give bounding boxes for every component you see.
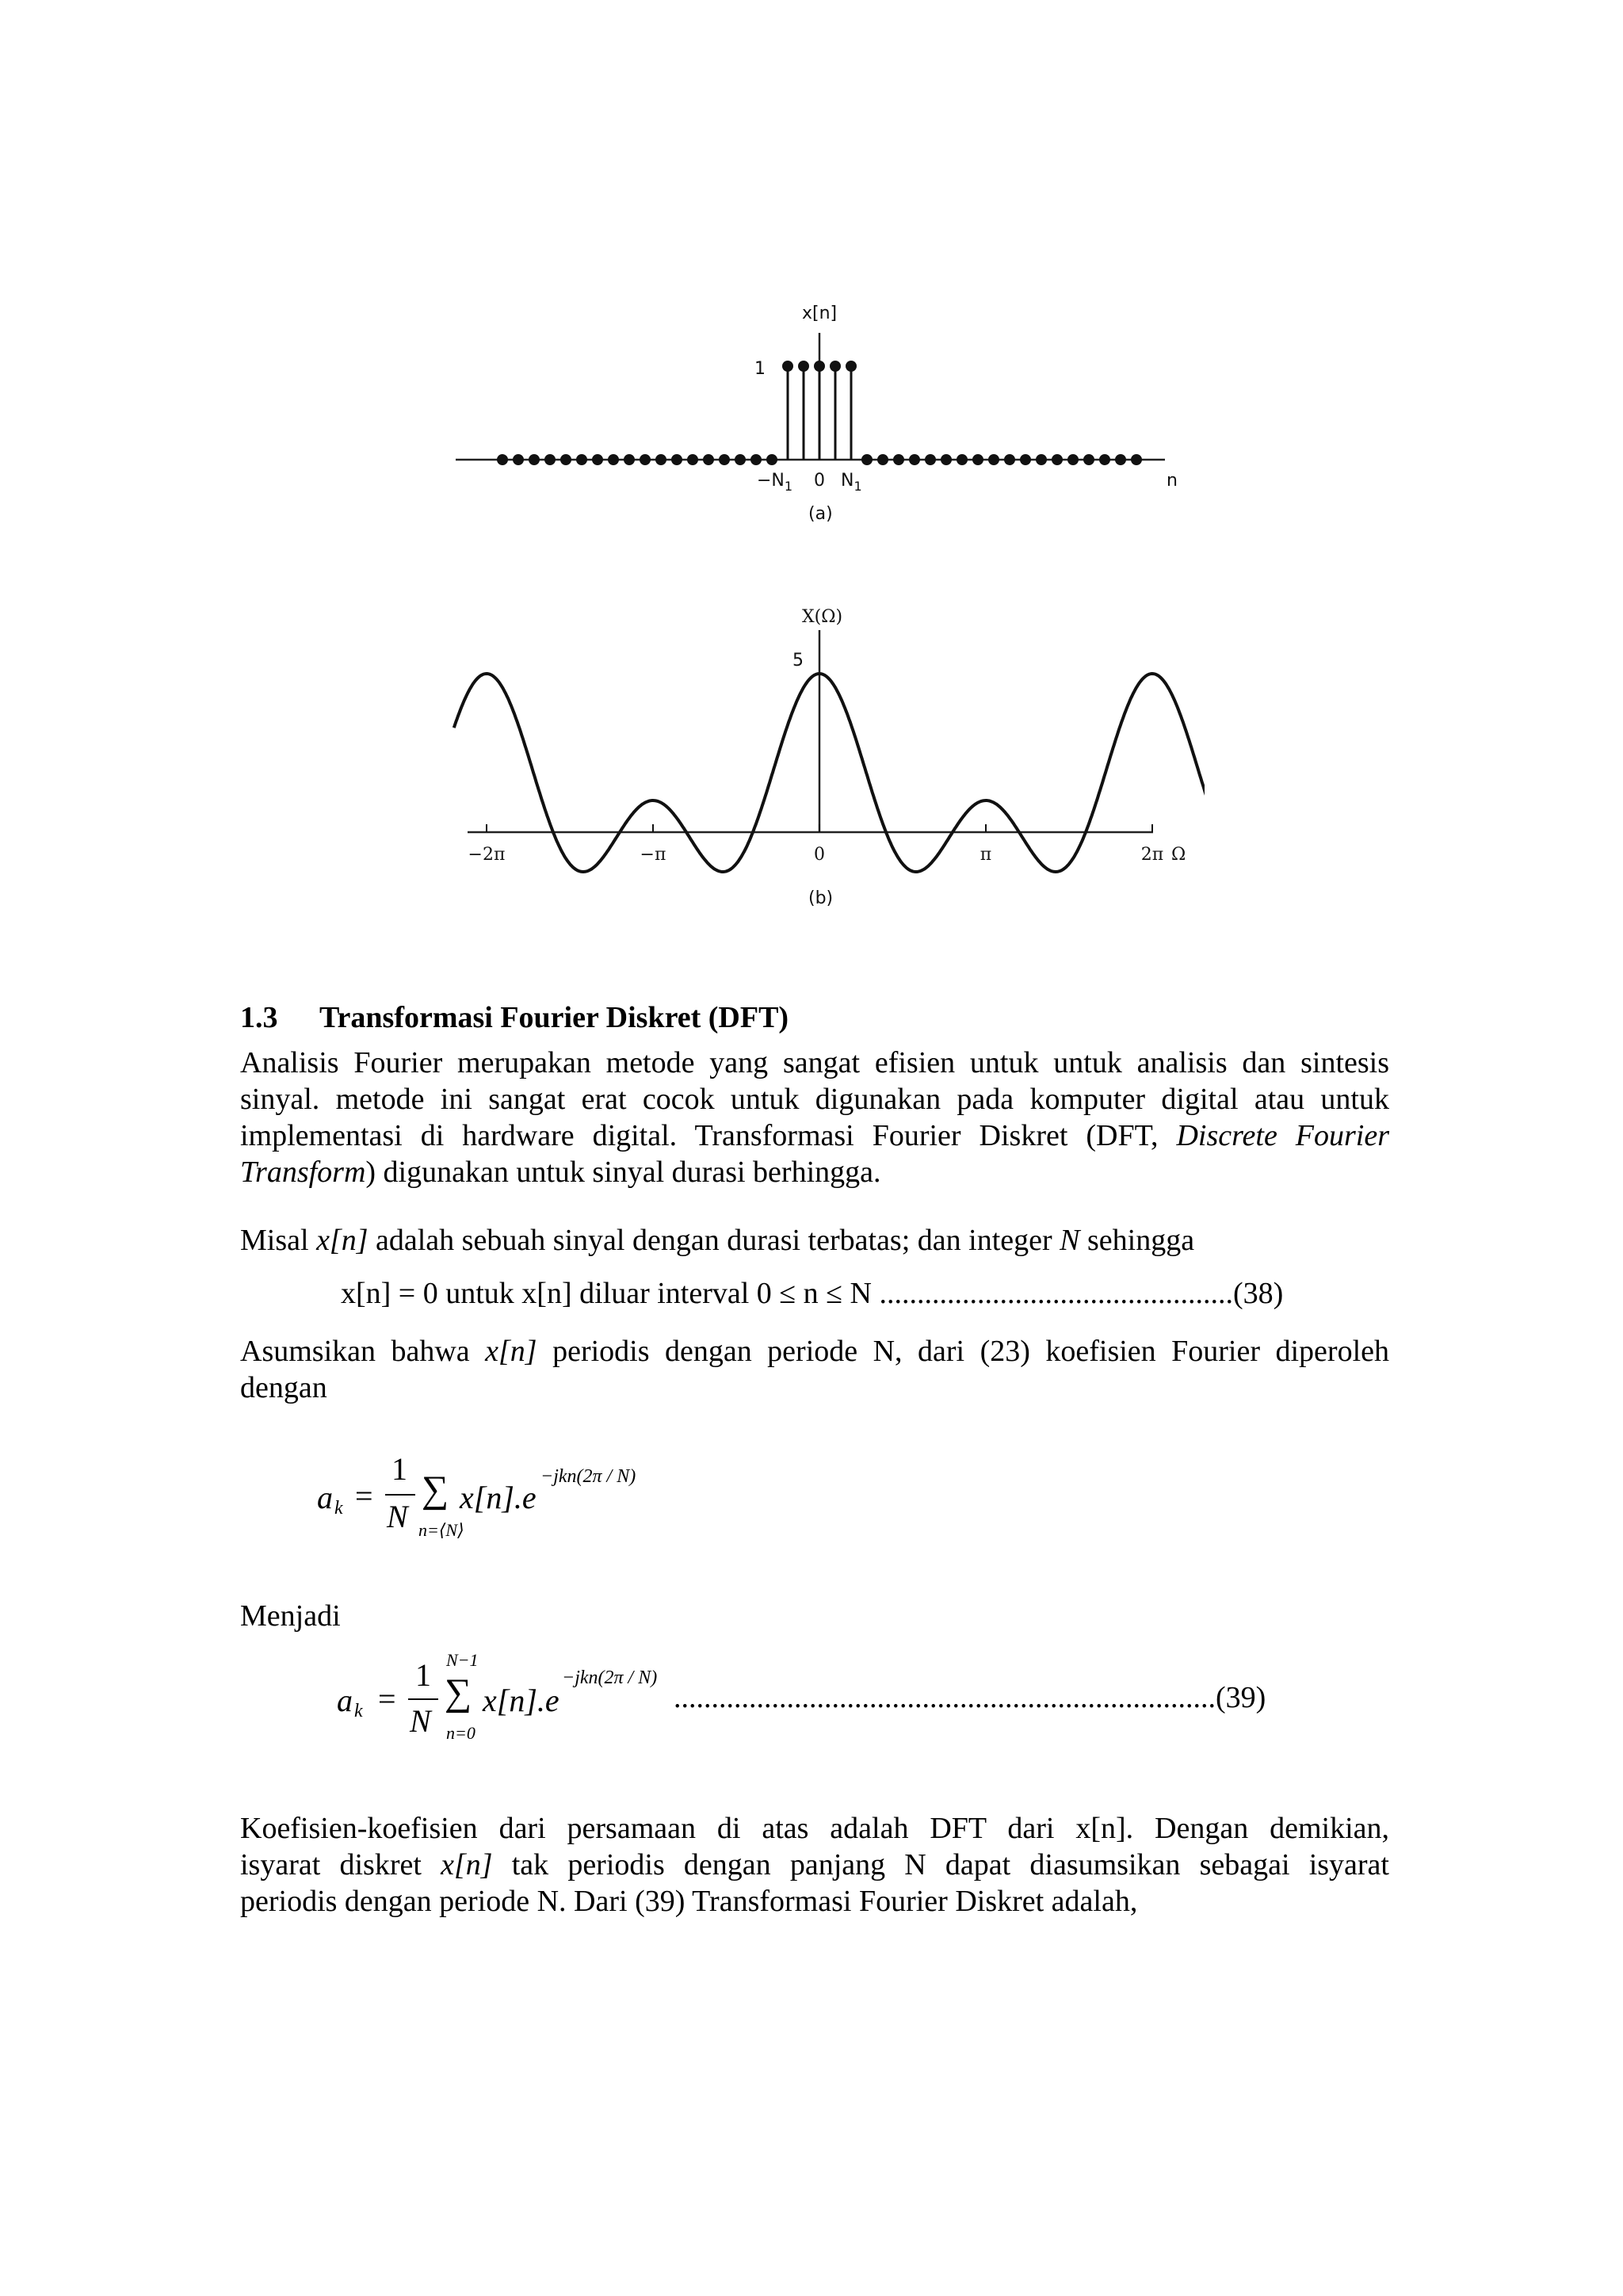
p1-line-4-text: ) digunakan untuk sinyal durasi berhingga. <box>365 1156 881 1189</box>
panel-b-axis-label: Ω <box>1171 845 1186 865</box>
formula1-exponent: −jkn(2π / N) <box>540 1466 636 1487</box>
p2-line <box>240 1222 1389 1259</box>
tick-pos-sub: 1 <box>854 479 862 494</box>
tick-zero-a: 0 <box>814 471 825 491</box>
sample-point-zero <box>735 454 746 465</box>
formula1-sum-sub: n=⟨N⟩ <box>418 1520 464 1540</box>
sample-point-zero <box>1099 454 1110 465</box>
formula2-exponent: −jkn(2π / N) <box>562 1668 658 1688</box>
sample-point-zero <box>529 454 540 465</box>
formula2-numerator: 1 <box>415 1657 431 1693</box>
tick-neg-sub: 1 <box>784 479 793 494</box>
sample-point-zero <box>941 454 952 465</box>
p3-l1b: x[n] <box>485 1335 537 1368</box>
p3-l1c: periodis dengan periode N, dari (23) koefisien Fourier diperoleh <box>537 1335 1389 1368</box>
p4-line-3: periodis dengan periode N. Dari (39) Transformasi Fourier Diskret adalah, <box>240 1885 1138 1918</box>
p4-l2a: isyarat diskret <box>240 1848 441 1881</box>
formula1-numerator: 1 <box>391 1451 407 1487</box>
tick-label: 0 <box>814 845 825 865</box>
p3-l1a: Asumsikan bahwa <box>240 1335 486 1368</box>
sample-point-zero <box>861 454 873 465</box>
p3-line-1 <box>240 1333 1389 1370</box>
p3-line-2: dengan <box>240 1371 327 1404</box>
sample-point-zero <box>719 454 730 465</box>
sample-point-zero <box>972 454 983 465</box>
sample-point-one <box>830 361 841 372</box>
sample-point-zero <box>1004 454 1015 465</box>
p4-l2b: x[n] <box>441 1848 493 1881</box>
section-heading <box>240 1000 789 1035</box>
p2-b: x[n] <box>316 1224 369 1257</box>
formula2-fraction-bar <box>408 1698 438 1700</box>
tick-label: −π <box>640 845 666 865</box>
formula1-equals: = <box>355 1478 373 1514</box>
stems <box>497 361 1142 465</box>
formula2-equals: = <box>378 1681 396 1717</box>
sample-point-one <box>782 361 793 372</box>
paragraph-koefisien <box>240 1810 1389 1920</box>
sample-point-zero <box>544 454 556 465</box>
sample-point-zero <box>1083 454 1094 465</box>
paragraph-misal <box>240 1222 1389 1259</box>
paragraph-asumsikan <box>240 1333 1389 1406</box>
sample-point-zero <box>877 454 888 465</box>
tick-neg-n: −N <box>757 471 785 491</box>
figure <box>444 301 1205 919</box>
sample-point-zero <box>909 454 920 465</box>
sample-point-zero <box>592 454 603 465</box>
panel-a-y-label: x[n] <box>802 304 838 323</box>
panel-b-caption: (b) <box>808 888 834 908</box>
panel-b-peak-label: 5 <box>792 651 804 670</box>
panel-b <box>454 607 1205 908</box>
sample-point-zero <box>1036 454 1047 465</box>
sample-point-zero <box>687 454 698 465</box>
sample-point-zero <box>608 454 619 465</box>
paragraph-intro <box>240 1045 1389 1190</box>
sample-point-zero <box>671 454 682 465</box>
sample-point-zero <box>1020 454 1031 465</box>
sample-point-zero <box>925 454 936 465</box>
sample-point-zero <box>988 454 999 465</box>
formula-dft-39 <box>337 1650 1327 1753</box>
sample-point-one <box>846 361 857 372</box>
panel-a-value-label: 1 <box>754 359 766 379</box>
section-title: Transformasi Fourier Diskret (DFT) <box>319 1001 789 1034</box>
tick-pos-n: N <box>841 471 854 491</box>
sinc-curve <box>454 674 1205 872</box>
formula2-sigma: ∑ <box>445 1671 472 1713</box>
section-number: 1.3 <box>240 1001 278 1034</box>
sample-point-zero <box>766 454 777 465</box>
equation-38: x[n] = 0 untuk x[n] diluar interval 0 ≤ n ≤ N ...............................................(38) <box>341 1277 1284 1310</box>
sample-point-zero <box>576 454 587 465</box>
figure-svg <box>444 301 1205 919</box>
sample-point-zero <box>703 454 714 465</box>
p4-line-1: Koefisien-koefisien dari persamaan di atas adalah DFT dari x[n]. Dengan demikian, <box>240 1812 1389 1845</box>
formula2-lhs: a <box>337 1683 353 1718</box>
panel-a-caption: (a) <box>808 504 833 524</box>
p1-line-4-italic: Transform <box>240 1156 366 1189</box>
tick-neg-n1 <box>757 471 792 494</box>
sample-point-zero <box>957 454 968 465</box>
sample-point-zero <box>893 454 904 465</box>
p1-line-4 <box>240 1154 1389 1190</box>
sample-point-zero <box>1067 454 1079 465</box>
formula2-sum-sub: n=0 <box>446 1723 475 1743</box>
p1-line-3-italic: Discrete Fourier <box>1176 1119 1389 1152</box>
sample-point-one <box>814 361 825 372</box>
p4-l2c: tak periodis dengan panjang N dapat diasumsikan sebagai isyarat <box>492 1848 1389 1881</box>
formula-fourier-coefficient <box>317 1450 792 1553</box>
formula2-denominator: N <box>410 1703 431 1739</box>
formula2-lhs-sub: k <box>354 1701 363 1721</box>
formula2-eq-number: ........................................................................(39) <box>674 1681 1266 1714</box>
panel-a-axis-label: n <box>1167 471 1178 491</box>
sample-point-zero <box>560 454 571 465</box>
tick-label: 2π <box>1140 845 1164 865</box>
p2-a: Misal <box>240 1224 317 1257</box>
sample-point-one <box>798 361 809 372</box>
sample-point-zero <box>1131 454 1142 465</box>
sample-point-zero <box>655 454 666 465</box>
p1-line-3-text: implementasi di hardware digital. Transformasi Fourier Diskret (DFT, <box>240 1119 1177 1152</box>
p2-e: sehingga <box>1079 1224 1195 1257</box>
panel-b-y-label: X(Ω) <box>802 607 843 627</box>
sample-point-zero <box>513 454 524 465</box>
formula1-body: x[n].e <box>460 1480 537 1515</box>
formula1-lhs-sub: k <box>334 1498 343 1519</box>
formula1-fraction-bar <box>385 1494 415 1496</box>
formula1-sigma: ∑ <box>422 1469 449 1511</box>
tick-label: π <box>980 845 992 865</box>
tick-label: −2π <box>468 845 506 865</box>
formula2-body: x[n].e <box>483 1683 559 1718</box>
p2-c: adalah sebuah sinyal dengan durasi terbatas; dan integer <box>368 1224 1060 1257</box>
sample-point-zero <box>750 454 762 465</box>
formula1-denominator: N <box>387 1499 408 1534</box>
panel-b-ticks <box>468 824 1164 865</box>
menjadi-text: Menjadi <box>240 1599 341 1633</box>
sample-point-zero <box>624 454 635 465</box>
p1-line-2: sinyal. metode ini sangat erat cocok untuk digunakan pada komputer digital atau untuk <box>240 1083 1389 1116</box>
p1-line-1: Analisis Fourier merupakan metode yang sangat efisien untuk untuk analisis dan sintesis <box>240 1046 1389 1079</box>
sample-point-zero <box>1115 454 1126 465</box>
p2-d: N <box>1060 1224 1080 1257</box>
formula1-lhs: a <box>317 1480 333 1515</box>
tick-pos-n1 <box>841 471 862 494</box>
sample-point-zero <box>497 454 508 465</box>
p4-line-2 <box>240 1847 1389 1883</box>
p1-line-3 <box>240 1117 1389 1154</box>
panel-a <box>456 304 1178 524</box>
formula2-sum-sup: N−1 <box>446 1650 479 1670</box>
sample-point-zero <box>1052 454 1063 465</box>
sample-point-zero <box>640 454 651 465</box>
